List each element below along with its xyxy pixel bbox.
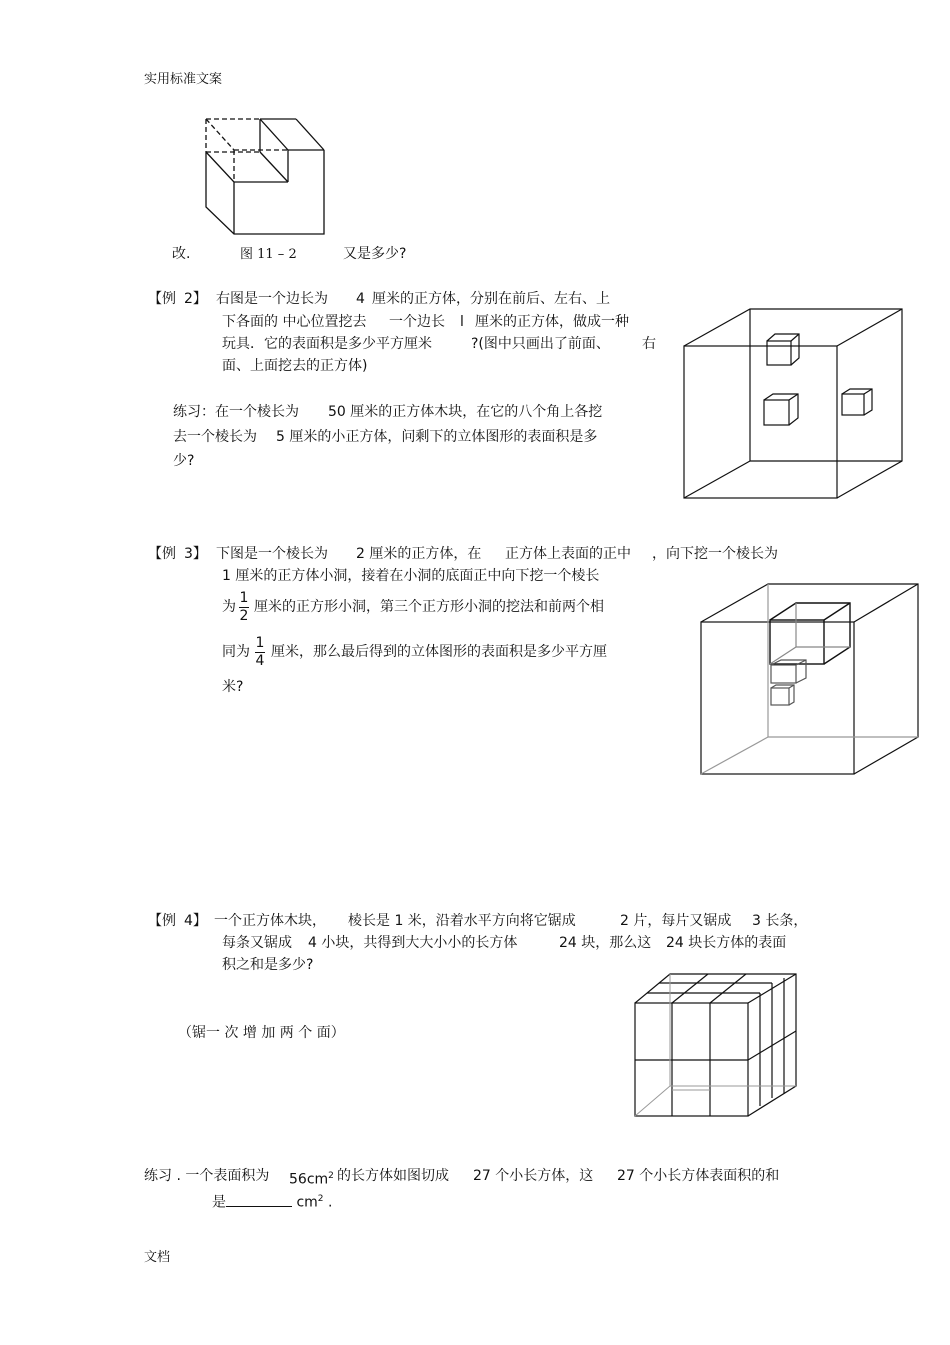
ex2-line3a: 玩具．它的表面积是多少平方厘米 [222,336,432,352]
practice1-line3: 少? [173,453,195,469]
ex2-line1a: 右图是一个边长为 [216,291,328,307]
fraction-numerator: 1 [239,590,249,606]
practice1-line2b: 5 厘米的小正方体，问剩下的立体图形的表面积是多 [276,429,598,445]
ex3-line4b: 厘米，那么最后得到的立体图形的表面积是多少平方厘 [271,644,607,660]
ex3-line1b: 2 厘米的正方体，在 [356,546,482,562]
ex2-line2a: 下各面的 中心位置挖去 [222,314,367,330]
figure-caption-right: 又是多少? [343,246,407,262]
ex4-line1c: 2 片，每片又锯成 [620,913,732,929]
ex3-line2: 1 厘米的正方体小洞，接着在小洞的底面正中向下挖一个棱长 [222,568,600,584]
ex4-line2d: 24 块长方体的表面 [666,935,787,951]
ex3-line5: 米? [222,679,244,695]
ex4-line1b: 棱长是 1 米，沿着水平方向将它锯成 [348,913,576,929]
ex2-line4: 面、上面挖去的正方体) [222,358,368,374]
ex2-line2c: l [460,314,464,330]
practice2-area-exponent: 2 [328,1171,334,1181]
practice2-unit: cm [296,1194,318,1211]
fraction-denominator: 2 [239,608,249,624]
practice2-line1b-wrap [289,1167,334,1189]
ex4-line2b: 4 小块，共得到大大小小的长方体 [308,935,518,951]
ex2-tag: 【例 [148,291,176,307]
fraction-denominator: 4 [255,653,265,669]
ex3-line1a: 下图是一个棱长为 [216,546,328,562]
ex3-line4a: 同为 [222,644,250,660]
figure-cube-with-holes [682,306,906,502]
ex2-line3b: ?(图中只画出了前面、 [471,336,610,352]
ex4-line3: 积之和是多少? [222,957,314,973]
ex4-tag: 【例 [148,913,176,929]
practice2-line2 [212,1190,332,1212]
practice2-unit-exponent: 2 [317,1194,324,1204]
ex2-line1b: 4 [356,291,365,307]
practice2-line2a: 是 [212,1194,226,1211]
ex2-num: 2】 [184,291,207,307]
figure-caption-label: 图 11 – 2 [240,247,297,262]
ex4-line2a: 每条又锯成 [222,935,292,951]
practice2-line1a: 练习 . 一个表面积为 [144,1168,270,1184]
ex4-hint: （锯一 次 增 加 两 个 面） [178,1025,345,1041]
ex2-line2b: 一个边长 [389,314,445,330]
ex2-line2d: 厘米的正方体，做成一种 [475,314,629,330]
practice2-line1e: 27 个小长方体表面积的和 [617,1168,780,1184]
figure-cube-cut-blocks [632,970,802,1120]
practice1-line1a: 练习：在一个棱长为 [173,404,299,420]
ex2-line1c: 厘米的正方体，分别在前后、左右、上 [372,291,610,307]
ex4-line1d: 3 长条， [752,913,808,929]
ex3-num: 3】 [184,546,207,562]
practice2-period: . [327,1194,333,1211]
page-footer: 文档 [144,1250,171,1265]
page-header: 实用标准文案 [144,72,223,87]
practice2-line1d: 27 个小长方体，这 [473,1168,594,1184]
practice2-line1c: 的长方体如图切成 [337,1168,449,1184]
ex4-num: 4】 [184,913,207,929]
figure-caption-left: 改. [172,246,191,262]
ex3-line1c: 正方体上表面的正中 [505,546,631,562]
ex4-line2c: 24 块，那么这 [559,935,652,951]
answer-blank[interactable] [226,1194,292,1207]
figure-cube-nested-holes [698,580,922,778]
fraction-one-half [239,591,249,624]
ex3-line1d: ，向下挖一个棱长为 [652,546,778,562]
fraction-numerator: 1 [255,635,265,651]
figure-notched-cube [200,112,332,240]
ex3-line3a: 为 [222,599,236,615]
practice1-line1b: 50 厘米的正方体木块，在它的八个角上各挖 [328,404,603,420]
fraction-one-quarter [255,636,265,669]
practice2-area-value: 56cm [289,1171,329,1188]
ex4-line1a: 一个正方体木块， [214,913,326,929]
ex2-line3c: 右 [642,336,656,352]
practice1-line2a: 去一个棱长为 [173,429,257,445]
ex3-tag: 【例 [148,546,176,562]
ex3-line3b: 厘米的正方形小洞，第三个正方形小洞的挖法和前两个相 [254,599,604,615]
